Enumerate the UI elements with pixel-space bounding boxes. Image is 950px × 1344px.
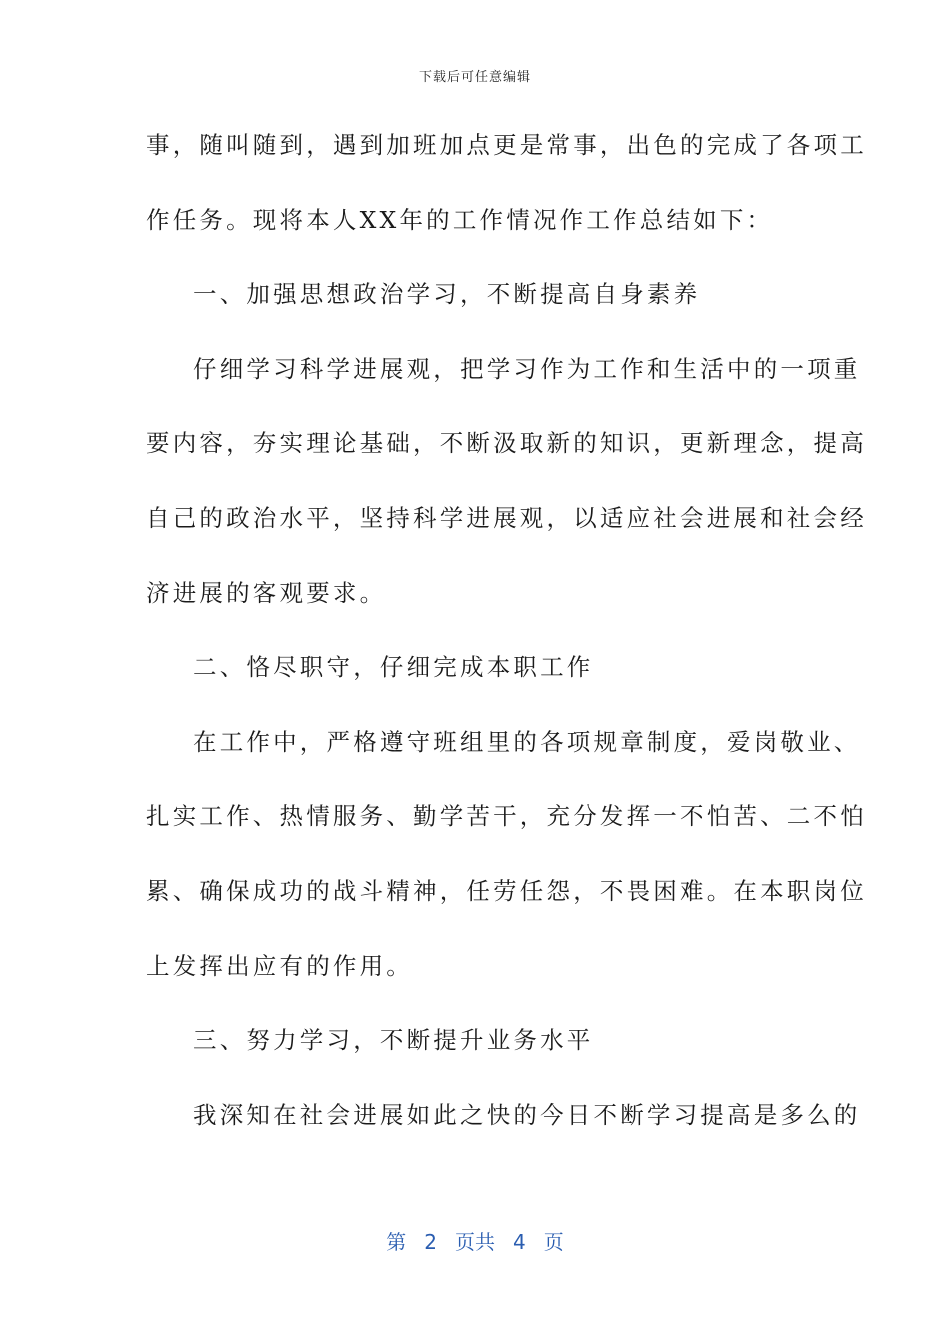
paragraph-line: 仔细学习科学进展观，把学习作为工作和生活中的一项重 xyxy=(193,354,861,383)
paragraph-line: 济进展的客观要求。 xyxy=(146,578,387,607)
paragraph-line: 自己的政治水平，坚持科学进展观，以适应社会进展和社会经 xyxy=(146,503,867,532)
footer-total-pages: 4 xyxy=(513,1230,526,1254)
page-header-note: 下载后可任意编辑 xyxy=(418,70,531,85)
page-number-footer xyxy=(0,1226,950,1255)
paragraph-line: 上发挥出应有的作用。 xyxy=(146,951,413,980)
paragraph-line: 要内容，夯实理论基础，不断汲取新的知识，更新理念，提高 xyxy=(146,429,867,458)
section-heading-2: 二、恪尽职守，仔细完成本职工作 xyxy=(193,653,594,682)
document-body xyxy=(146,118,867,1162)
paragraph-line: 在工作中，严格遵守班组里的各项规章制度，爱岗敬业、 xyxy=(193,727,861,756)
footer-middle: 页共 xyxy=(455,1230,495,1254)
paragraph-line: 我深知在社会进展如此之快的今日不断学习提高是多么的 xyxy=(193,1100,861,1129)
footer-prefix: 第 xyxy=(386,1230,407,1254)
paragraph-line: 累、确保成功的战斗精神，任劳任怨，不畏困难。在本职岗位 xyxy=(146,876,867,905)
paragraph-line: 作任务。现将本人XX年的工作情况作工作总结如下： xyxy=(146,205,774,234)
paragraph-line: 扎实工作、热情服务、勤学苦干，充分发挥一不怕苦、二不怕 xyxy=(146,802,867,831)
section-heading-3: 三、努力学习，不断提升业务水平 xyxy=(193,1026,594,1055)
paragraph-line: 事，随叫随到，遇到加班加点更是常事，出色的完成了各项工 xyxy=(146,131,867,159)
section-heading-1: 一、加强思想政治学习，不断提高自身素养 xyxy=(193,280,701,309)
footer-current-page: 2 xyxy=(424,1230,437,1254)
footer-suffix: 页 xyxy=(543,1230,564,1254)
